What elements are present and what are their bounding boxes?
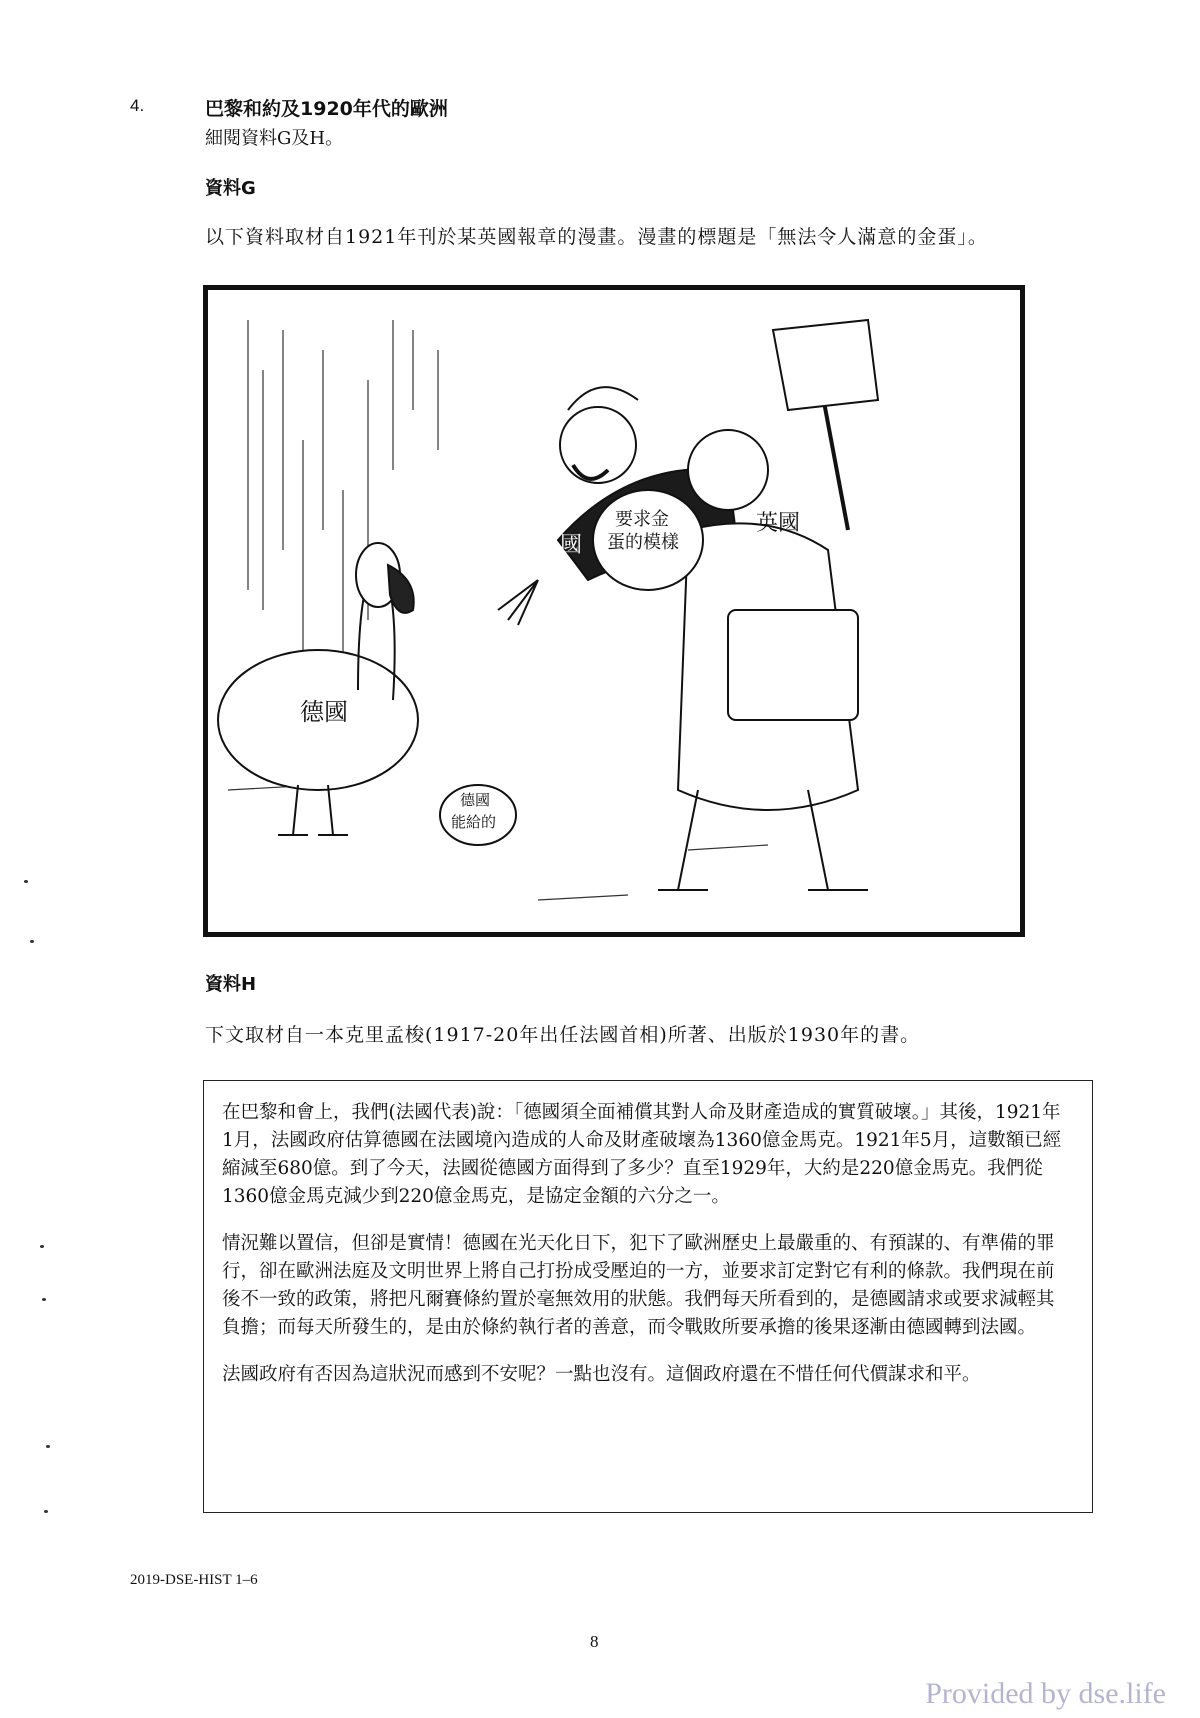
- question-number: 4.: [130, 96, 145, 115]
- provided-by-watermark: Provided by dse.life: [925, 1677, 1166, 1710]
- label-germany: 德國: [300, 698, 348, 726]
- scan-speck: [42, 1298, 46, 1301]
- source-g-description: 以下資料取材自1921年刊於某英國報章的漫畫。漫畫的標題是「無法令人滿意的金蛋」。: [205, 226, 988, 248]
- quote-paragraph: 法國政府有否因為這狀況而感到不安呢？一點也沒有。這個政府還在不惜任何代價謀求和平。: [222, 1364, 981, 1385]
- exam-code: 2019-DSE-HIST 1–6: [130, 1572, 258, 1588]
- label-demanded-egg-2: 蛋的模樣: [607, 532, 679, 553]
- britain-figure: [658, 320, 878, 890]
- label-france: 法國: [538, 533, 583, 558]
- scan-speck: [46, 1445, 50, 1448]
- label-demanded-egg-1: 要求金: [615, 509, 669, 530]
- quote-paragraph: 情況難以置信，但卻是實情！德國在光天化日下，犯下了歐洲歷史上最嚴重的、有預謀的、有準備的罪行，卻在歐洲法庭及文明世界上將自己打扮成受壓迫的一方，並要求訂定對它有利的條款。我們現在前後不一致的政策，將把凡爾賽條約置於毫無效用的狀態。我們每天所看到的，是德國請求或要求減輕其負擔；而每天所發生的，是由於條約執行者的善意，而令戰敗所要承擔的後果逐漸由德國轉到法國。: [222, 1233, 1055, 1338]
- quote-paragraph: 在巴黎和會上，我們(法國代表)說：「德國須全面補償其對人命及財產造成的實質破壞。」其後，1921年1月，法國政府估算德國在法國境內造成的人命及財產破壞為1360億金馬克。1921年5月，這數額已經縮減至680億。到了今天，法國從德國方面得到了多少？直至1929年，大約是220億金馬克。我們從1360億金馬克減少到220億金馬克，是協定金額的六分之一。: [222, 1102, 1062, 1207]
- source-h-label: 資料H: [205, 974, 257, 995]
- source-g-label: 資料G: [205, 178, 256, 199]
- question-title: 巴黎和約及1920年代的歐洲: [205, 98, 448, 120]
- scan-speck: [40, 1245, 44, 1248]
- label-britain: 英國: [756, 511, 801, 536]
- scan-speck: [24, 880, 28, 883]
- page-number: 8: [590, 1632, 599, 1651]
- source-h-quote-box: [203, 1080, 1093, 1513]
- cartoon-image: [203, 285, 1025, 937]
- source-h-description: 下文取材自一本克里孟梭(1917-20年出任法國首相)所著、出版於1930年的書。: [205, 1024, 921, 1046]
- scan-speck: [30, 940, 34, 943]
- scan-speck: [44, 1510, 48, 1513]
- question-instruction: 細閱資料G及H。: [205, 128, 344, 149]
- label-germany-can-give-2: 能給的: [451, 813, 497, 831]
- label-germany-can-give-1: 德國: [460, 791, 491, 809]
